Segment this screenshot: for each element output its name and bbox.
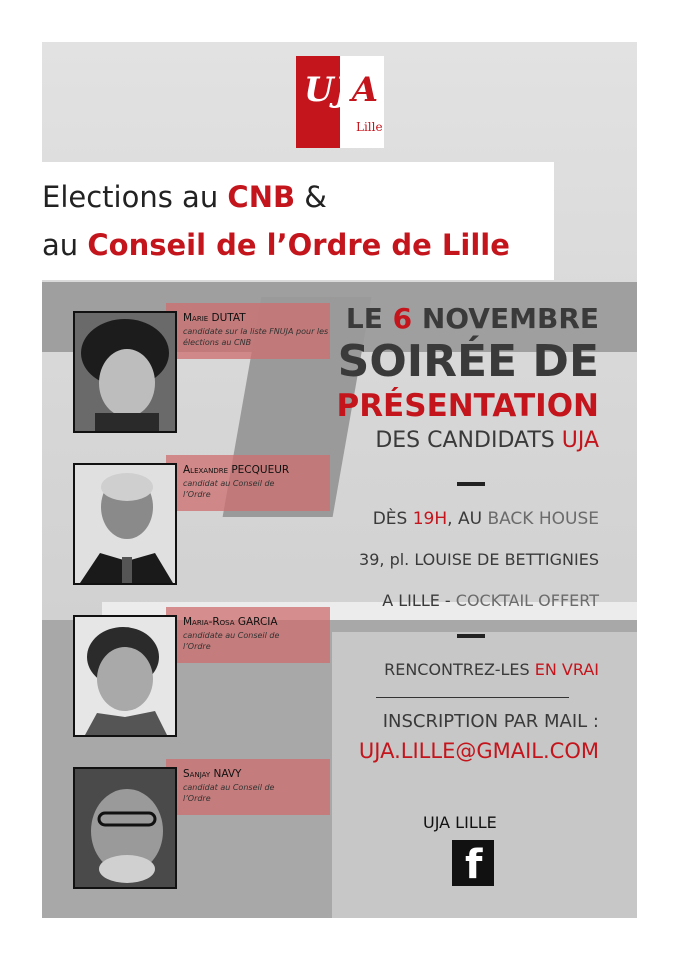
- candidate-photo: [73, 615, 177, 737]
- portrait-image: [75, 617, 175, 735]
- time-value: 19H: [412, 509, 448, 529]
- event-candidats: [375, 428, 599, 453]
- event-date: [346, 302, 599, 335]
- candidate-name: Sanjay NAVY: [183, 768, 242, 780]
- rencontrez-text: RENCONTREZ-LES: [384, 660, 535, 679]
- venue-name: BACK HOUSE: [487, 509, 599, 529]
- event-email[interactable]: UJA.LILLE@GMAIL.COM: [358, 739, 599, 763]
- event-rencontrez: [384, 660, 599, 679]
- candidate-desc: candidate au Conseil de l’Ordre: [183, 631, 280, 651]
- candidate-desc: candidat au Conseil de l’Ordre: [183, 479, 275, 499]
- date-le: LE: [345, 302, 393, 335]
- divider-dash: [457, 482, 485, 486]
- event-inscription: INSCRIPTION PAR MAIL :: [382, 711, 599, 732]
- time-au: , AU: [447, 509, 488, 529]
- title-line-1: [42, 180, 327, 214]
- event-soiree: SOIRÉE DE: [337, 336, 599, 387]
- event-city: [382, 591, 599, 610]
- candidate-name: Marie DUTAT: [183, 312, 246, 324]
- date-day: 6: [392, 302, 413, 335]
- event-time-venue: [373, 509, 599, 529]
- candidate-desc: candidat au Conseil de l’Ordre: [183, 783, 275, 803]
- candidate-name: Alexandre PECQUEUR: [183, 464, 290, 476]
- candidate-photo: [73, 767, 177, 889]
- facebook-icon[interactable]: [452, 840, 494, 886]
- event-address: 39, pl. LOUISE DE BETTIGNIES: [359, 550, 599, 569]
- cocktail-text: COCKTAIL OFFERT: [455, 591, 599, 610]
- divider-dash: [457, 634, 485, 638]
- logo-sub: Lille: [356, 120, 383, 134]
- portrait-image: [75, 465, 175, 583]
- candidats-uja: UJA: [561, 428, 599, 453]
- vrai-text: EN VRAI: [534, 660, 599, 679]
- portrait-image: [75, 313, 175, 431]
- title-text: Elections au: [42, 180, 228, 214]
- title-line-2: [42, 228, 510, 262]
- candidate-photo: [73, 463, 177, 585]
- time-des: DÈS: [372, 509, 413, 529]
- city-text: A LILLE -: [382, 591, 456, 610]
- facebook-letter: f: [465, 842, 483, 888]
- candidate-desc: candidate sur la liste FNUJA pour les élections au CNB: [183, 327, 329, 347]
- uja-logo: [296, 56, 384, 148]
- divider-line: [376, 697, 569, 698]
- title-ampersand: &: [295, 180, 327, 214]
- candidate-photo: [73, 311, 177, 433]
- footer-uja-lille: UJA LILLE: [423, 813, 497, 832]
- title-text: au: [42, 228, 88, 262]
- event-presentation: PRÉSENTATION: [336, 388, 599, 424]
- candidate-name: Maria-Rosa GARCIA: [183, 616, 278, 628]
- title-cnb: CNB: [227, 180, 296, 214]
- portrait-image: [75, 769, 175, 887]
- date-month: NOVEMBRE: [412, 302, 599, 335]
- title-conseil: Conseil de l’Ordre de Lille: [87, 228, 510, 262]
- candidats-text: DES CANDIDATS: [375, 428, 562, 453]
- logo-text: UJA: [304, 70, 380, 110]
